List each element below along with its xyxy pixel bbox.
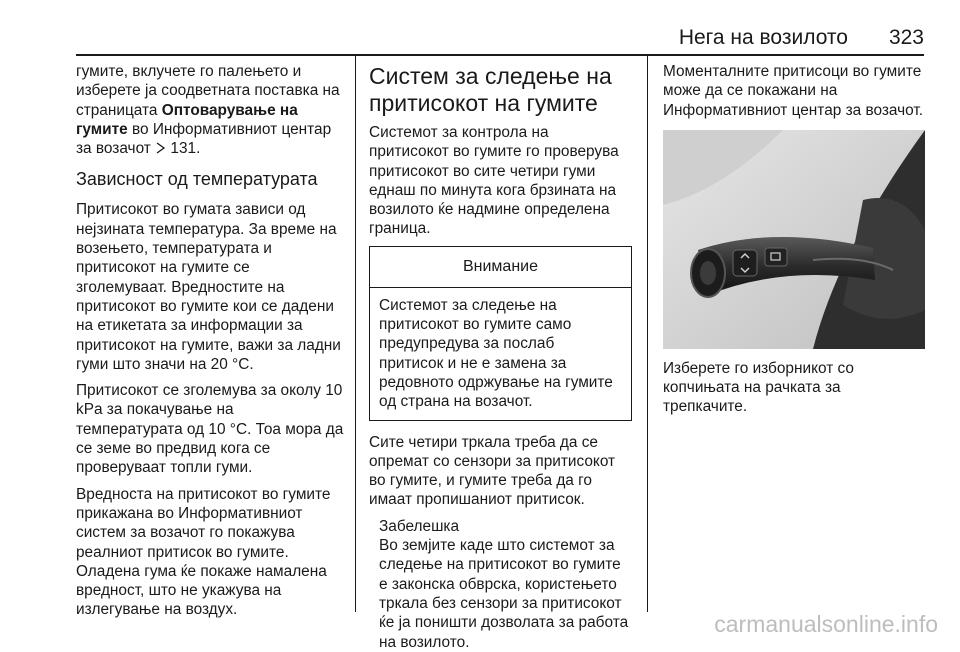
note-block: [369, 517, 632, 652]
page-header: [0, 0, 960, 56]
column-middle: [369, 62, 632, 652]
warning-title: Внимание: [370, 247, 631, 288]
paragraph: Изберете го изборникот со копчињата на рачката за трепкачите.: [663, 359, 854, 416]
note-text: Во земјите каде што системот за следење на притисокот во гумите е законска обврска, користењето тркала без сензори за притисокот ќе ја поништи дозволата за работа на возилото.: [379, 537, 629, 651]
column-divider-1: [355, 56, 356, 612]
text-run: гумите, вклучете го палењето и изберете ја соодветната поставка на страницата: [76, 63, 340, 119]
arrow-icon: [155, 142, 166, 154]
note-title: Забелешка: [379, 517, 460, 535]
paragraph: Сите четири тркала треба да се опремат со сензори за притисокот во гумите, и гумите треба да го имаат пропишаниот притисок.: [369, 433, 616, 509]
paragraph: Системот за контрола на притисокот во гумите го проверува притисокот во сите четири гуми еднаш по минута кога брзината на возилото ќе надмине определена граница.: [369, 124, 619, 238]
header-rule: [76, 54, 924, 56]
section-heading-temperature: Зависност од температурата: [76, 169, 318, 190]
running-header-title: Нега на возилото: [678, 26, 848, 49]
section-heading-tpms: Систем за следење на притисокот на гумите: [369, 63, 612, 116]
column-divider-2: [647, 56, 648, 612]
steering-column-lever-photo: [663, 130, 925, 349]
paragraph: Притисокот во гумата зависи од нејзината температура. За време на возењето, температурата и притисокот на гумите се зголемуваат. Вредностите на притисокот во гумите кои се дадени на етикетата за информации за притисокот на гумите, важи за ладни гуми што значи на 20 °C.: [76, 201, 341, 373]
paragraph: Притисокот се зголемува за околу 10 kPa за покачување на температурата од 10 °C. Тоа мора да се земе во предвид кога се проверуваат топли гуми.: [76, 382, 344, 477]
column-left: [76, 62, 344, 627]
paragraph: Вредноста на притисокот во гумите прикажана во Информативниот систем за возачот го покажува реалниот притисок во гумите. Оладена гума ќе покаже намалена вредност, што не укажува на излегување на воздух.: [76, 485, 331, 619]
warning-text: Системот за следење на притисокот во гумите само предупредува за послаб притисок и не е замена за редовното одржување на гумите од страна на возачот.: [379, 296, 613, 411]
paragraph: Моменталните притисоци во гумите може да се покажани на Информативниот центар за возачот.: [663, 63, 924, 119]
text-run: во Информативниот центар за возачот: [76, 120, 332, 158]
watermark: carmanualsonline.info: [714, 611, 938, 637]
warning-box: [369, 246, 632, 421]
column-right: [663, 62, 925, 424]
menu-reference: Оптоварување на гумите: [76, 101, 298, 138]
page-number: 323: [888, 26, 924, 49]
paragraph-tyre-load-setting: [76, 62, 344, 158]
page-reference[interactable]: 131.: [170, 140, 201, 158]
